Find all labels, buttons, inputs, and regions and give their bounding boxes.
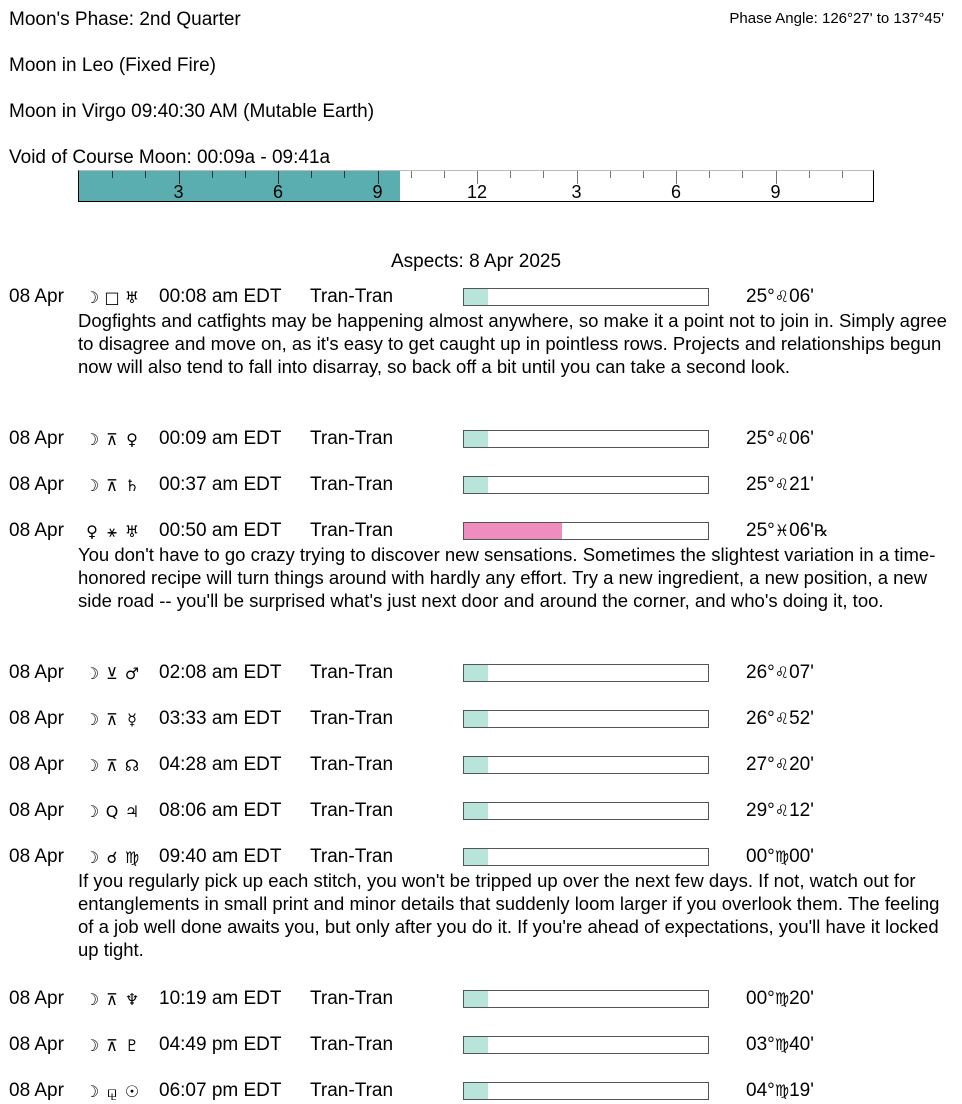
aspect-icon: ☌ xyxy=(106,848,118,867)
moon-ingress: Moon in Virgo 09:40:30 AM (Mutable Earth) xyxy=(9,101,375,122)
aspect-strength-fill xyxy=(464,849,488,865)
aspect-icon: Q xyxy=(105,802,119,821)
aspect-position xyxy=(746,846,814,868)
aspect-strength-bar xyxy=(463,476,709,494)
planet-1-icon: ☽ xyxy=(84,1036,100,1055)
aspect-time: 00:09 am EDT xyxy=(159,428,282,449)
planet-1-icon: ☽ xyxy=(84,476,100,495)
aspect-strength-bar xyxy=(463,802,709,820)
aspect-date: 08 Apr xyxy=(9,286,64,307)
aspect-strength-bar xyxy=(463,756,709,774)
phase-angle: Phase Angle: 126°27' to 137°45' xyxy=(729,10,944,27)
aspect-time: 09:40 am EDT xyxy=(159,846,282,867)
planet-2-icon: ♂ xyxy=(124,664,140,683)
aspect-glyphs xyxy=(82,1082,142,1102)
aspect-date: 08 Apr xyxy=(9,800,64,821)
aspect-time: 00:08 am EDT xyxy=(159,286,282,307)
aspect-time: 04:49 pm EDT xyxy=(159,1034,282,1055)
aspect-icon: ⊼ xyxy=(106,1036,118,1055)
aspect-date: 08 Apr xyxy=(9,846,64,867)
aspect-type: Tran-Tran xyxy=(310,1034,394,1055)
planet-2-icon: ♃ xyxy=(124,802,140,821)
aspect-strength-fill xyxy=(464,431,488,447)
timeline-tick xyxy=(344,171,345,178)
aspect-icon: ⊼ xyxy=(106,990,118,1009)
position-minutes: 19' xyxy=(789,1080,814,1101)
position-degree: 27° xyxy=(746,754,775,775)
aspect-glyphs xyxy=(82,288,142,307)
aspect-glyphs xyxy=(82,476,142,495)
moon-phase: Moon's Phase: 2nd Quarter xyxy=(9,9,241,30)
planet-2-icon: ☉ xyxy=(124,1082,140,1101)
aspect-time: 00:37 am EDT xyxy=(159,474,282,495)
aspect-time: 08:06 am EDT xyxy=(159,800,282,821)
planet-2-icon: ☿ xyxy=(127,710,137,729)
aspect-date: 08 Apr xyxy=(9,662,64,683)
timeline-hour-label: 6 xyxy=(272,182,284,202)
zodiac-sign-icon: ♌ xyxy=(774,801,790,820)
timeline-tick xyxy=(809,171,810,178)
zodiac-sign-icon: ♌ xyxy=(774,287,790,306)
void-of-course-timeline xyxy=(78,170,874,202)
aspect-strength-bar xyxy=(463,1036,709,1054)
aspect-strength-fill xyxy=(464,711,488,727)
position-minutes: 52' xyxy=(789,708,814,729)
timeline-hour-label: 3 xyxy=(571,182,582,202)
aspect-position xyxy=(746,800,814,822)
aspect-type: Tran-Tran xyxy=(310,708,394,729)
aspect-strength-bar xyxy=(463,710,709,728)
aspect-position xyxy=(746,1034,814,1056)
timeline-tick xyxy=(444,171,445,178)
position-degree: 03° xyxy=(746,1034,775,1055)
planet-1-icon: ☽ xyxy=(84,756,100,775)
timeline-tick xyxy=(842,171,843,178)
aspect-time: 00:50 am EDT xyxy=(159,520,282,541)
aspect-position xyxy=(746,662,814,684)
aspect-type: Tran-Tran xyxy=(310,520,394,541)
aspect-icon: ⊻ xyxy=(106,664,118,683)
timeline-tick xyxy=(610,171,611,178)
timeline-tick xyxy=(510,171,511,178)
aspect-date: 08 Apr xyxy=(9,1034,64,1055)
aspect-position xyxy=(746,428,814,450)
aspect-glyphs xyxy=(82,848,142,867)
position-minutes: 06' xyxy=(789,428,814,449)
timeline-hour-label: 12 xyxy=(466,182,488,202)
planet-2-icon: ♍ xyxy=(124,848,140,867)
aspect-type: Tran-Tran xyxy=(310,286,394,307)
aspect-glyphs xyxy=(82,1036,142,1055)
position-minutes: 40' xyxy=(789,1034,814,1055)
position-minutes: 06' xyxy=(789,520,814,541)
position-minutes: 00' xyxy=(789,846,814,867)
timeline-hour-label: 9 xyxy=(372,182,383,202)
timeline-tick xyxy=(742,171,743,178)
position-degree: 25° xyxy=(746,286,775,307)
aspect-position xyxy=(746,520,828,542)
void-of-course-fill xyxy=(79,171,400,201)
timeline-tick xyxy=(543,171,544,178)
planet-1-icon: ☽ xyxy=(84,802,100,821)
aspect-description: Dogfights and catfights may be happening almost anywhere, so make it a point not to join in. Simply agree to disagree and move on, as it's easy to get caught up in pointless rows. Projects and relationships begun now will also tend to fall into disarray, so back off a bit until you can take a second look. xyxy=(78,310,947,377)
position-degree: 00° xyxy=(746,846,775,867)
aspect-strength-fill xyxy=(464,1083,488,1099)
planet-1-icon: ☽ xyxy=(84,710,100,729)
aspect-glyphs xyxy=(82,802,142,821)
aspect-strength-bar xyxy=(463,288,709,306)
aspect-date: 08 Apr xyxy=(9,474,64,495)
aspect-strength-fill xyxy=(464,991,488,1007)
aspect-time: 03:33 am EDT xyxy=(159,708,282,729)
planet-1-icon: ♀ xyxy=(86,522,98,541)
position-degree: 00° xyxy=(746,988,775,1009)
aspect-glyphs xyxy=(82,710,142,729)
planet-1-icon: ☽ xyxy=(84,848,100,867)
aspect-strength-bar xyxy=(463,1082,709,1100)
aspect-position xyxy=(746,1080,814,1102)
zodiac-sign-icon: ♌ xyxy=(774,663,790,682)
aspect-icon: ⊼ xyxy=(106,710,118,729)
aspect-glyphs xyxy=(82,430,142,449)
aspect-icon: ⊼ xyxy=(106,430,118,449)
position-minutes: 20' xyxy=(789,988,814,1009)
aspect-strength-fill xyxy=(464,1037,488,1053)
aspect-type: Tran-Tran xyxy=(310,800,394,821)
aspect-time: 04:28 am EDT xyxy=(159,754,282,775)
aspect-strength-bar xyxy=(463,430,709,448)
aspect-icon: ⊼ xyxy=(106,476,118,495)
aspect-strength-fill xyxy=(464,477,488,493)
aspect-icon: □ xyxy=(104,288,120,307)
position-degree: 25° xyxy=(746,474,775,495)
aspect-date: 08 Apr xyxy=(9,428,64,449)
aspect-strength-fill xyxy=(464,523,562,539)
zodiac-sign-icon: ♌ xyxy=(774,475,790,494)
position-degree: 25° xyxy=(746,428,775,449)
aspect-strength-bar xyxy=(463,664,709,682)
planet-2-icon: ☊ xyxy=(124,756,140,775)
aspect-description: If you regularly pick up each stitch, you won't be tripped up over the next few days. If not, watch out for entanglements in small print and minor details that suddenly loom larger if you overlook them. The feeling of a job well done awaits you, but only after you do it. If you're ahead of expectations, you'll have it locked up tight. xyxy=(78,870,940,960)
position-minutes: 21' xyxy=(789,474,814,495)
timeline-tick xyxy=(411,171,412,178)
moon-sign: Moon in Leo (Fixed Fire) xyxy=(9,55,216,76)
planet-2-icon: ♄ xyxy=(124,476,140,495)
zodiac-sign-icon: ♌ xyxy=(774,429,790,448)
timeline-tick xyxy=(311,171,312,178)
aspect-date: 08 Apr xyxy=(9,988,64,1009)
timeline-tick xyxy=(212,171,213,178)
position-degree: 25° xyxy=(746,520,775,541)
timeline-tick xyxy=(112,171,113,178)
zodiac-sign-icon: ♌ xyxy=(774,755,790,774)
aspect-strength-bar xyxy=(463,848,709,866)
zodiac-sign-icon: ♍ xyxy=(774,847,790,866)
zodiac-sign-icon: ♍ xyxy=(774,1035,790,1054)
position-minutes: 07' xyxy=(789,662,814,683)
retrograde-icon: ℞ xyxy=(813,521,829,540)
aspect-position xyxy=(746,708,814,730)
aspect-glyphs xyxy=(82,756,142,775)
zodiac-sign-icon: ♌ xyxy=(774,709,790,728)
aspects-title: Aspects: 8 Apr 2025 xyxy=(390,251,562,272)
planet-2-icon: ♇ xyxy=(124,1036,140,1055)
aspect-strength-fill xyxy=(464,803,488,819)
zodiac-sign-icon: ♍ xyxy=(774,989,790,1008)
aspect-date: 08 Apr xyxy=(9,520,64,541)
planet-1-icon: ☽ xyxy=(84,990,100,1009)
aspect-type: Tran-Tran xyxy=(310,474,394,495)
aspect-position xyxy=(746,474,814,496)
aspect-date: 08 Apr xyxy=(9,708,64,729)
aspect-icon: ⊼ xyxy=(106,756,118,775)
aspect-strength-bar xyxy=(463,522,709,540)
position-degree: 26° xyxy=(746,662,775,683)
aspect-icon: ⚹ xyxy=(107,522,117,541)
planet-1-icon: ☽ xyxy=(84,288,100,307)
aspect-strength-fill xyxy=(464,665,488,681)
aspect-position xyxy=(746,286,814,308)
position-minutes: 06' xyxy=(789,286,814,307)
position-degree: 04° xyxy=(746,1080,775,1101)
aspect-strength-fill xyxy=(464,289,488,305)
aspect-glyphs xyxy=(82,664,142,683)
timeline-hour-label: 9 xyxy=(770,182,781,202)
timeline-tick xyxy=(245,171,246,178)
aspect-glyphs xyxy=(82,990,142,1009)
timeline-hour-label: 6 xyxy=(670,182,682,202)
aspect-glyphs xyxy=(82,522,142,542)
aspect-position xyxy=(746,988,814,1010)
void-of-course: Void of Course Moon: 00:09a - 09:41a xyxy=(9,147,331,168)
aspect-type: Tran-Tran xyxy=(310,428,394,449)
aspect-description: You don't have to go crazy trying to discover new sensations. Sometimes the slightest variation in a time-honored recipe will turn things around with hardly any effort. Try a new ingredient, a new position, a new side road -- you'll be surprised what's just next door and around the corner, and who's doing it, too. xyxy=(78,544,936,611)
aspect-date: 08 Apr xyxy=(9,1080,64,1101)
planet-2-icon: ♀ xyxy=(126,430,138,449)
planet-1-icon: ☽ xyxy=(84,664,100,683)
aspect-type: Tran-Tran xyxy=(310,662,394,683)
aspect-strength-bar xyxy=(463,990,709,1008)
aspect-icon: ⚼ xyxy=(106,1082,118,1101)
aspect-date: 08 Apr xyxy=(9,754,64,775)
planet-2-icon: ♅ xyxy=(124,522,140,541)
position-minutes: 12' xyxy=(789,800,814,821)
planet-2-icon: ♅ xyxy=(124,288,140,307)
aspect-type: Tran-Tran xyxy=(310,846,394,867)
aspect-strength-fill xyxy=(464,757,488,773)
aspect-time: 10:19 am EDT xyxy=(159,988,282,1009)
aspect-type: Tran-Tran xyxy=(310,1080,394,1101)
timeline-tick xyxy=(145,171,146,178)
position-degree: 29° xyxy=(746,800,775,821)
aspect-type: Tran-Tran xyxy=(310,988,394,1009)
aspect-time: 02:08 am EDT xyxy=(159,662,282,683)
planet-1-icon: ☽ xyxy=(84,1082,100,1101)
timeline-hour-label: 3 xyxy=(173,182,184,202)
position-degree: 26° xyxy=(746,708,775,729)
planet-2-icon: ♆ xyxy=(124,990,140,1009)
zodiac-sign-icon: ♍ xyxy=(774,1081,790,1100)
position-minutes: 20' xyxy=(789,754,814,775)
aspect-type: Tran-Tran xyxy=(310,754,394,775)
planet-1-icon: ☽ xyxy=(84,430,100,449)
aspect-position xyxy=(746,754,814,776)
timeline-tick xyxy=(709,171,710,178)
timeline-tick xyxy=(643,171,644,178)
zodiac-sign-icon: ♓ xyxy=(774,521,790,540)
aspect-time: 06:07 pm EDT xyxy=(159,1080,282,1101)
